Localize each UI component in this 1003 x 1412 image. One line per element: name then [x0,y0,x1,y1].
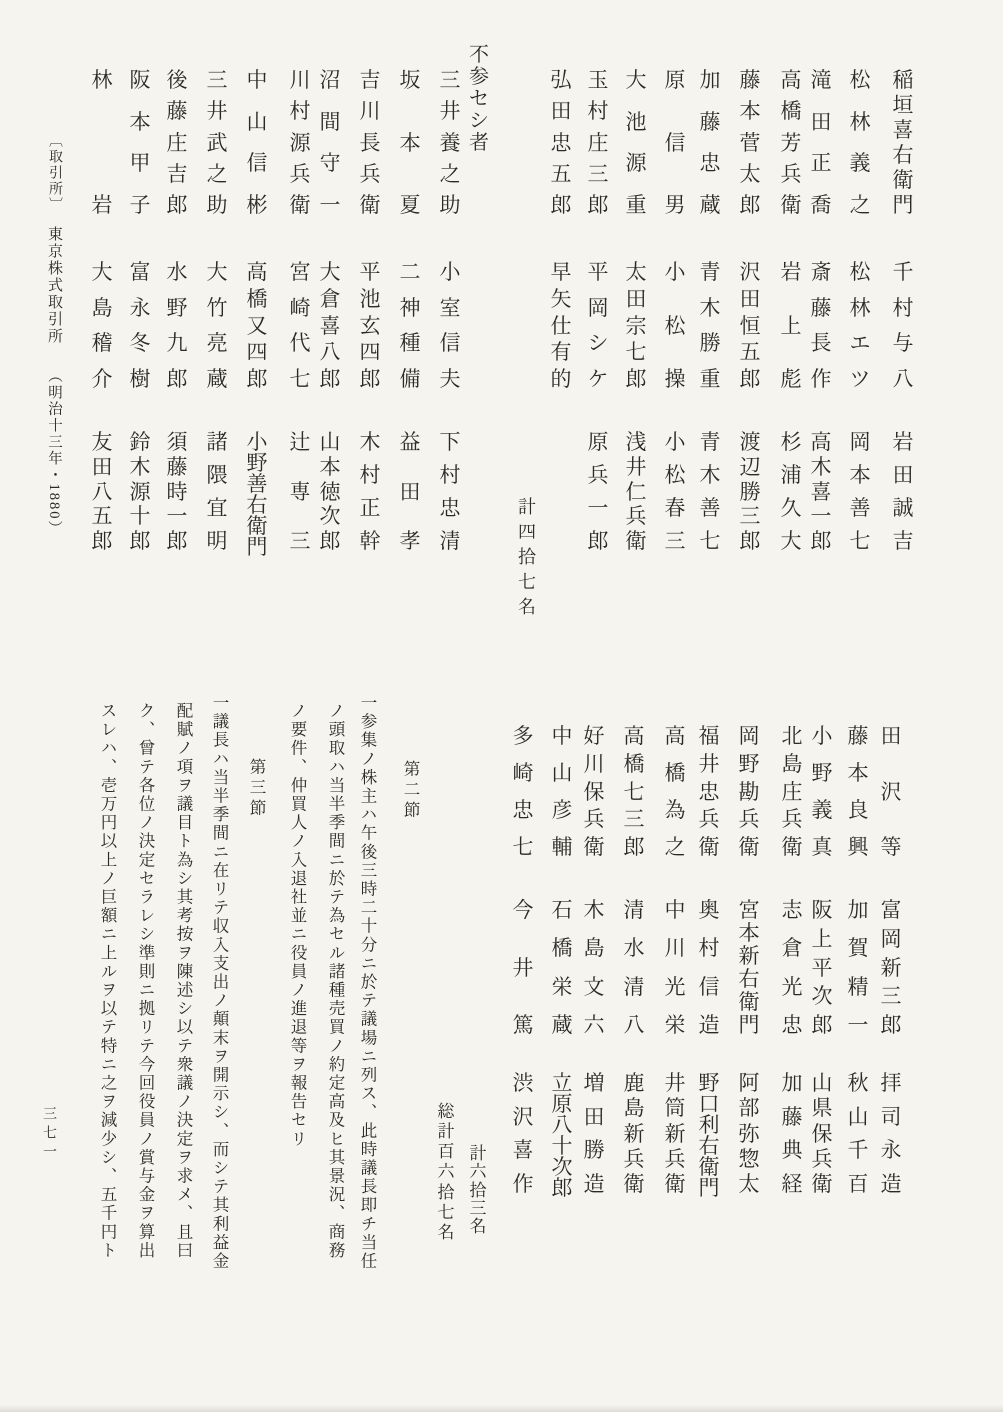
person-name: 小 野 義 真 [811,724,833,859]
person-name: 野 口 利 右 衛 門 [698,1071,720,1200]
person-name: 高 木 喜 一 郎 [810,430,832,553]
person-name: 杉 浦 久 大 [780,430,802,553]
person-name: 小 松 春 三 [664,430,686,553]
attendee-count: 計 四 拾 七 名 [518,497,536,617]
person-name: 中 川 光 栄 [664,898,686,1037]
person-name: 益 田 孝 [399,430,421,553]
person-name: 増 田 勝 造 [583,1071,605,1196]
person-name: 沼 間 守 一 [319,68,341,217]
absentee-column [619,0,649,1412]
person-name: 鹿 島 新 兵 衛 [623,1071,645,1196]
person-name: 大 池 源 重 [625,68,647,217]
margin-year-subtitle: （明治十三年・1880） [46,368,62,537]
person-name: 多 崎 忠 七 [512,724,534,859]
person-name: 今 井 篤 [512,898,534,1037]
person-name: 宮 本 新 右 衛 門 [738,898,760,1037]
person-name: 渋 沢 喜 作 [512,1071,534,1196]
section-3-line: 一議長ハ当半季間ニ在リテ収入支出ノ顛末ヲ開示シ、而シテ其利益金 [210,694,229,1271]
person-name: 渡 辺 勝 三 郎 [739,430,761,553]
person-name: 須 藤 時 一 郎 [166,430,188,553]
person-name: 下 村 忠 清 [439,430,461,553]
person-name: 坂 本 夏 [399,68,421,217]
person-name: 浅 井 仁 兵 衛 [625,430,647,553]
person-name: 千 村 与 八 [892,260,914,391]
person-name: 早 矢 仕 有 的 [550,260,572,391]
section-2-heading: 第二節 [401,760,420,822]
person-name: 小 室 信 夫 [439,260,461,391]
section-2-line: ノ頭取ハ当半季間ニ於テ為セル諸種売買ノ約定高及ヒ其景況、商務 [326,702,345,1260]
section-3-heading: 第三節 [247,758,266,820]
person-name: 三 井 養 之 助 [439,68,461,217]
absentee-column [777,0,807,1412]
person-name: 宮 崎 代 七 [289,260,311,391]
person-name: 林 岩 [91,68,113,217]
person-name: 小 野 善 右 衛 門 [246,430,268,559]
person-name: 青 木 善 七 [699,430,721,553]
absentee-section-header: 不 参 セ シ 者 [469,44,489,154]
person-name: 高 橋 又 四 郎 [246,260,268,391]
person-name: 阪 上 平 次 郎 [811,898,833,1037]
person-name: 平 池 玄 四 郎 [359,260,381,391]
person-name: 後 藤 庄 吉 郎 [166,68,188,217]
person-name: 原 兵 一 郎 [587,430,609,553]
person-name: 富 岡 新 三 郎 [880,898,902,1037]
person-name: 中 山 彦 輔 [551,724,573,859]
person-name: 吉 川 長 兵 衛 [359,68,381,217]
person-name: 水 野 九 郎 [166,260,188,391]
person-name: 阪 本 甲 子 [129,68,151,217]
person-name: 加 藤 忠 蔵 [699,68,721,217]
person-name: 諸 隈 宜 明 [206,430,228,553]
person-name: 岩 田 誠 吉 [892,430,914,553]
person-name: 大 竹 亮 蔵 [206,260,228,391]
person-name: 拝 司 永 造 [880,1071,902,1196]
person-name: 辻 専 三 [289,430,311,553]
person-name: 鈴 木 源 十 郎 [129,430,151,553]
person-name: 平 岡 シ ケ [587,260,609,391]
person-name: 二 神 種 備 [399,260,421,391]
person-name: 加 賀 精 一 [847,898,869,1037]
person-name: 富 永 冬 樹 [129,260,151,391]
person-name: 滝 田 正 喬 [810,68,832,217]
person-name: 井 筒 新 兵 衛 [664,1071,686,1196]
person-name: 田 沢 等 [880,724,902,859]
absentee-column [579,0,609,1412]
absentee-column [807,0,837,1412]
person-name: 松 林 エ ツ [849,260,871,391]
person-name: 友 田 八 五 郎 [91,430,113,553]
person-name: 岡 野 勘 兵 衛 [738,724,760,859]
person-name: 好 川 保 兵 衛 [583,724,605,859]
person-name: 石 橋 栄 蔵 [551,898,573,1037]
person-name: 原 信 男 [664,68,686,217]
absentee-column [242,0,272,1412]
section-3-line: スレハ、壱万円以上ノ巨額ニ上ルヲ以テ特ニ之ヲ減少シ、五千円ト [98,702,117,1260]
section-2-line: 一参集ノ株主ハ午後三時二十分ニ於テ議場ニ列ス、此時議長即チ当任 [358,694,377,1271]
person-name: 藤 本 菅 太 郎 [739,68,761,217]
person-name: 山 本 徳 次 郎 [319,430,341,553]
person-name: 高 橋 七 三 郎 [623,724,645,859]
person-name: 弘 田 忠 五 郎 [550,68,572,217]
person-name: 三 井 武 之 助 [206,68,228,217]
absentee-column [843,0,873,1412]
person-name: 中 山 信 彬 [246,68,268,217]
absentee-count: 計 六 拾 三 名 [469,1144,487,1236]
person-name: 高 橋 為 之 [664,724,686,859]
page-number: 三七一 [41,1106,56,1163]
person-name: 秋 山 千 百 [847,1071,869,1196]
person-name: 北 島 庄 兵 衛 [781,724,803,859]
person-name: 清 水 清 八 [623,898,645,1037]
person-name: 岩 上 彪 [780,260,802,391]
person-name: 加 藤 典 経 [781,1071,803,1196]
grand-total-count: 総 計 百 六 拾 七 名 [437,1102,455,1242]
margin-category-tag: 〔取引所〕 [47,133,62,213]
absentee-column [508,0,538,1412]
absentee-column [547,0,577,1412]
person-name: 山 県 保 兵 衛 [811,1071,833,1196]
person-name: 木 村 正 幹 [359,430,381,553]
person-name: 阿 部 弥 惣 太 [738,1071,760,1196]
person-name: 川 村 源 兵 衛 [289,68,311,217]
person-name: 大 倉 喜 八 郎 [319,260,341,391]
margin-exchange-title: 東京株式取引所 [46,226,62,345]
person-name: 岡 本 善 七 [849,430,871,553]
section-2-line: ノ要件、仲買人ノ入退社並ニ役員ノ進退等ヲ報告セリ [288,702,307,1149]
absentee-column [395,0,425,1412]
person-name: 木 島 文 六 [583,898,605,1037]
absentee-column [660,0,690,1412]
person-name: 稲 垣 喜 右 衛 門 [892,68,914,217]
person-name: 松 林 義 之 [849,68,871,217]
person-name: 玉 村 庄 三 郎 [587,68,609,217]
person-name: 沢 田 恒 五 郎 [739,260,761,391]
person-name: 高 橋 芳 兵 衛 [780,68,802,217]
section-3-line: ク、曾テ各位ノ決定セラレシ準則ニ拠リテ今回役員ノ賞与金ヲ算出 [136,702,155,1260]
person-name: 奥 村 信 造 [698,898,720,1037]
person-name: 志 倉 光 忠 [781,898,803,1037]
person-name: 福 井 忠 兵 衛 [698,724,720,859]
absentee-column [694,0,724,1412]
person-name: 太 田 宗 七 郎 [625,260,647,391]
person-name: 青 木 勝 重 [699,260,721,391]
person-name: 藤 本 良 興 [847,724,869,859]
person-name: 斎 藤 長 作 [810,260,832,391]
section-3-line: 配賦ノ項ヲ議目ト為シ其考按ヲ陳述シ以テ衆議ノ決定ヲ求メ、且曰 [174,702,193,1260]
person-name: 小 松 操 [664,260,686,391]
person-name: 大 島 稽 介 [91,260,113,391]
absentee-column [876,0,906,1412]
absentee-column [734,0,764,1412]
person-name: 立 原 八 十 次 郎 [551,1071,573,1200]
